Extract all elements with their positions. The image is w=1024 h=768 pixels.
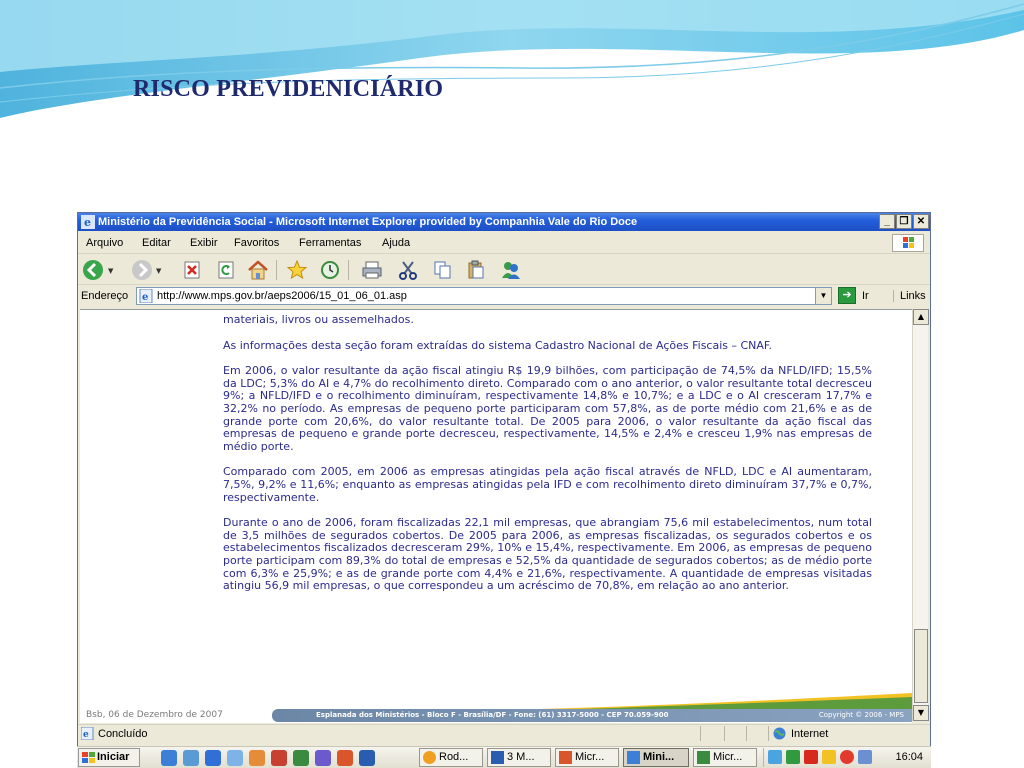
stop-icon[interactable] <box>180 259 204 281</box>
status-bar <box>78 724 930 742</box>
paragraph: As informações desta seção foram extraídas do sistema Cadastro Nacional de Ações Fiscais – CNAF. <box>223 338 772 352</box>
svg-text:e: e <box>142 292 149 303</box>
page-content <box>80 309 912 721</box>
mcafee-icon[interactable] <box>804 750 818 764</box>
address-bar <box>78 286 930 307</box>
menu-bar <box>78 232 930 254</box>
scroll-up-icon[interactable]: ▲ <box>913 309 929 325</box>
footer-date: Bsb, 06 de Dezembro de 2007 <box>86 710 223 720</box>
menu-favoritos[interactable]: Favoritos <box>234 237 280 249</box>
status-text: Concluído <box>98 728 148 740</box>
ie-icon <box>627 751 640 764</box>
standard-toolbar <box>78 255 930 285</box>
help-icon[interactable] <box>840 750 854 764</box>
quicklaunch-outlook-icon[interactable] <box>183 750 199 766</box>
close-button[interactable]: ✕ <box>913 214 929 229</box>
quicklaunch-desktop-icon[interactable] <box>227 750 243 766</box>
cut-icon[interactable] <box>396 259 420 281</box>
network-icon[interactable] <box>768 750 782 764</box>
outlook-icon <box>423 751 436 764</box>
go-label: Ir <box>862 290 869 302</box>
paste-icon[interactable] <box>464 259 488 281</box>
ie-logo-icon <box>81 215 95 229</box>
start-button[interactable] <box>78 748 140 767</box>
quicklaunch-browser-icon[interactable] <box>205 750 221 766</box>
task-button-outlook[interactable] <box>419 748 483 767</box>
footer-address: Esplanada dos Ministérios - Bloco F - Brasília/DF - Fone: (61) 3317-5000 - CEP 70.059-900 <box>316 711 669 719</box>
scroll-down-icon[interactable]: ▼ <box>913 705 929 721</box>
task-label: Micr... <box>713 751 743 763</box>
clock: 16:04 <box>895 751 923 763</box>
address-dropdown-icon[interactable]: ▼ <box>815 288 831 304</box>
history-icon[interactable] <box>318 259 342 281</box>
page-footer <box>80 709 912 723</box>
messenger-icon[interactable] <box>499 259 523 281</box>
paragraph: Comparado com 2005, em 2006 as empresas atingidas pela ação fiscal através de NFLD, LDC e AI aumentaram, 7,5%, 9,2% e 11,6%; enquanto as empresas atingidas pela IFD e com recolhimento direto diminuíram 37,7% e 0,7%, respectivamente. <box>223 465 872 504</box>
quicklaunch-excel-icon[interactable] <box>293 750 309 766</box>
shield-icon[interactable] <box>786 750 800 764</box>
zone-text: Internet <box>791 728 829 740</box>
paragraph: Em 2006, o valor resultante da ação fiscal atingiu R$ 19,9 bilhões, com participação de 74,5% da NFLD/IFD; 15,5% da LDC; 5,3% do AI e 4,7% do recolhimento direto. Comparado com o ano anterior, o valor resultante total decresceu 9%; a NFLD/IFD e o recolhimento diminuíram, respectivamente 14,8% e 10,7%; e a LDC e o AI cresceram 17,7% e 32,2% no período. As empresas de pequeno porte participaram com 57,8%, as de porte médio com 21,6% e as de grande porte com 20,6%, do valor resultante total. De 2005 para 2006, o valor resultante da ação fiscal das empresas de pequeno e grande porte decresceu, respectivamente, 14,5% e 2,4% e cresceu 1,9% nas empresas de médio porte. <box>223 364 872 453</box>
window-title: Ministério da Previdência Social - Microsoft Internet Explorer provided by Companhia Vale do Rio Doce <box>98 216 638 228</box>
paragraph: Durante o ano de 2006, foram fiscalizadas 22,1 mil empresas, que abrangiam 75,6 mil estabelecimentos, num total de 3,5 milhões de segurados cobertos. De 2005 para 2006, as empresas fiscalizadas, os segurados cobertos e os estabelecimentos fiscalizados decresceram 29%, 10% e 15,4%, respectivamente. Em 2006, as empresas de pequeno porte participam com 89,3% do total de empresas e 52,5% da quantidade de segurados cobertos; as de médio porte com 6,3% e 25,9%; e as de grande porte com 4,4% e 21,6%, respectivamente. A quantidade de empresas visitadas atingiu 56,9 mil empresas, o que correspondeu a um acréscimo de 70,8%, em relação ao ano anterior. <box>223 516 872 593</box>
menu-arquivo[interactable]: Arquivo <box>86 237 124 249</box>
task-label: Micr... <box>575 751 605 763</box>
print-icon[interactable] <box>360 259 384 281</box>
article-text <box>223 309 872 606</box>
svg-text:e: e <box>83 730 89 740</box>
slide-wave-decoration <box>0 0 1024 130</box>
restore-button[interactable]: ❐ <box>896 214 912 229</box>
task-button-powerpoint[interactable] <box>555 748 619 767</box>
quicklaunch-powerpoint-icon[interactable] <box>337 750 353 766</box>
window-titlebar[interactable] <box>78 213 930 231</box>
quicklaunch-access-icon[interactable] <box>271 750 287 766</box>
slide-title: RISCO PREVIDENICIÁRIO <box>133 76 444 102</box>
tool-icon[interactable] <box>822 750 836 764</box>
svg-text:e: e <box>84 216 91 229</box>
go-button[interactable] <box>838 287 878 305</box>
powerpoint-icon <box>559 751 572 764</box>
quicklaunch-acrobat-icon[interactable] <box>249 750 265 766</box>
task-button-excel[interactable] <box>693 748 757 767</box>
footer-swoosh <box>540 693 912 709</box>
start-label: Iniciar <box>97 751 130 763</box>
forward-icon[interactable] <box>130 259 154 281</box>
globe-icon <box>773 727 786 740</box>
word-icon <box>491 751 504 764</box>
quicklaunch-app-icon[interactable] <box>315 750 331 766</box>
copy-icon[interactable] <box>431 259 455 281</box>
menu-editar[interactable]: Editar <box>142 237 171 249</box>
windows-flag-icon <box>82 752 95 764</box>
paragraph-fragment: materiais, livros ou assemelhados. <box>223 313 414 326</box>
address-url: http://www.mps.gov.br/aeps2006/15_01_06_01.asp <box>157 290 407 302</box>
task-button-word[interactable] <box>487 748 551 767</box>
taskbar <box>77 746 931 768</box>
vertical-scrollbar[interactable] <box>912 309 928 721</box>
footer-band <box>272 709 912 722</box>
menu-ferramentas[interactable]: Ferramentas <box>299 237 362 249</box>
page-done-icon <box>81 727 94 740</box>
excel-icon <box>697 751 710 764</box>
address-label: Endereço <box>81 290 129 302</box>
browser-window <box>77 212 931 768</box>
forward-dropdown-icon[interactable]: ▼ <box>156 267 162 275</box>
task-button-ie[interactable] <box>623 748 689 767</box>
menu-exibir[interactable]: Exibir <box>190 237 218 249</box>
printer-icon[interactable] <box>858 750 872 764</box>
system-tray <box>763 748 929 767</box>
refresh-icon[interactable] <box>214 259 238 281</box>
go-arrow-icon: ➔ <box>838 287 856 304</box>
menu-ajuda[interactable]: Ajuda <box>382 237 411 249</box>
task-label: 3 M... <box>507 751 535 763</box>
back-dropdown-icon[interactable]: ▼ <box>108 267 114 275</box>
quicklaunch-ie-icon[interactable] <box>161 750 177 766</box>
page-icon <box>139 289 153 303</box>
quicklaunch-word-icon[interactable] <box>359 750 375 766</box>
task-label: Rod... <box>439 751 469 763</box>
address-input[interactable] <box>136 287 832 305</box>
footer-copyright: Copyright © 2006 - MPS <box>818 711 904 719</box>
security-zone <box>768 726 928 741</box>
favorites-icon[interactable] <box>285 259 309 281</box>
minimize-button[interactable]: _ <box>879 214 895 229</box>
windows-logo-icon <box>892 234 924 252</box>
back-icon[interactable] <box>81 259 105 281</box>
links-button[interactable]: Links <box>893 290 926 302</box>
home-icon[interactable] <box>246 259 270 281</box>
scroll-thumb[interactable] <box>914 629 928 703</box>
task-label: Mini... <box>643 751 675 763</box>
